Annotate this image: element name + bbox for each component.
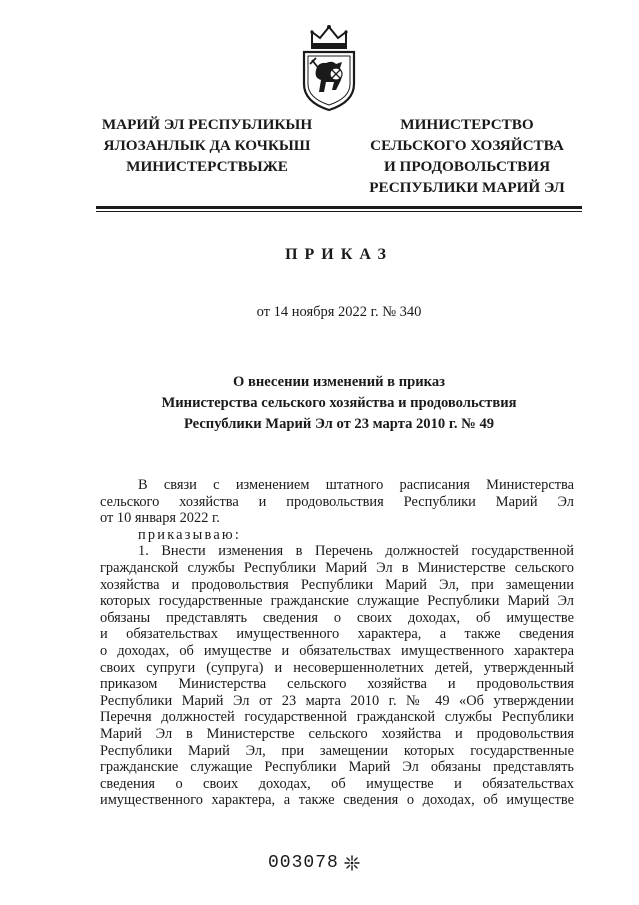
heading-line: Министерства сельского хозяйства и продовольствия: [161, 395, 517, 411]
document-body: [100, 477, 574, 809]
body-line: о доходах, об имуществе и обязательствах имущественного характера: [100, 642, 574, 659]
asterisk-ornament-icon: [343, 854, 361, 872]
heading-line: Республики Марий Эл от 23 марта 2010 г. № 49: [183, 416, 495, 432]
heading-line: О внесении изменений в приказ: [232, 374, 445, 390]
header-left-line: ЯЛОЗАНЛЫК ДА КОЧКЫШ: [103, 137, 311, 154]
document-date-line: от 14 ноября 2022 г. № 340: [256, 304, 422, 320]
header-right-ministry-russian: [362, 114, 572, 198]
body-line: и обязательствах имущественного характера, а также сведения: [100, 626, 574, 643]
body-line: обязаны представлять сведения о своих доходах, об имуществе: [100, 609, 574, 626]
body-line: В связи с изменением штатного расписания Министерства: [138, 477, 574, 493]
body-line: приказом Министерства сельского хозяйства и продовольствия: [100, 676, 574, 693]
header-left-ministry-mari: [94, 114, 320, 177]
body-line: сельского хозяйства и продовольствия Республики Марий Эл: [100, 493, 574, 510]
body-line: Перечня должностей государственной гражданской службы Республики: [100, 709, 574, 726]
document-title: ПРИКАЗ: [285, 246, 393, 263]
body-line: гражданские служащие Республики Марий Эл обязаны представлять: [100, 759, 574, 776]
serial-number: 003078: [268, 853, 339, 873]
header-right-line: И ПРОДОВОЛЬСТВИЯ: [383, 158, 551, 175]
header-divider-thick: [96, 206, 582, 209]
header-right-line: РЕСПУБЛИКИ МАРИЙ ЭЛ: [369, 179, 565, 196]
body-line: сведения о своих доходах, об имуществе и обязательствах: [100, 775, 574, 792]
header-divider-thin: [96, 211, 582, 212]
body-line: которых государственные гражданские служащие Республики Марий Эл: [100, 593, 574, 610]
body-line: Марий Эл в Министерстве сельского хозяйства и продовольствия: [100, 725, 574, 742]
body-line-order-word: приказываю:: [138, 526, 242, 543]
header-right-line: СЕЛЬСКОГО ХОЗЯЙСТВА: [370, 137, 564, 154]
body-line: Республики Марий Эл, при замещении которых государственные: [100, 742, 574, 759]
body-line: от 10 января 2022 г.: [100, 510, 220, 527]
document-heading: [96, 372, 582, 435]
header-left-line: МАРИЙ ЭЛ РЕСПУБЛИКЫН: [101, 116, 313, 133]
header-left-line: МИНИСТЕРСТВЫЖЕ: [126, 158, 288, 175]
body-line: имущественного характера, а также сведения о доходах, об имуществе: [100, 792, 574, 809]
coat-of-arms-icon: [298, 24, 360, 112]
body-line: своих супруги (супруга) и несовершеннолетних детей, утвержденный: [100, 659, 574, 676]
body-line: Республики Марий Эл от 23 марта 2010 г. № 49 «Об утверждении: [100, 692, 574, 709]
body-line: хозяйства и продовольствия Республики Марий Эл, при замещении: [100, 576, 574, 593]
body-line: 1. Внести изменения в Перечень должностей государственной: [138, 543, 574, 560]
header-right-line: МИНИСТЕРСТВО: [400, 116, 534, 133]
body-line: гражданской службы Республики Марий Эл в Министерстве сельского: [100, 559, 574, 576]
